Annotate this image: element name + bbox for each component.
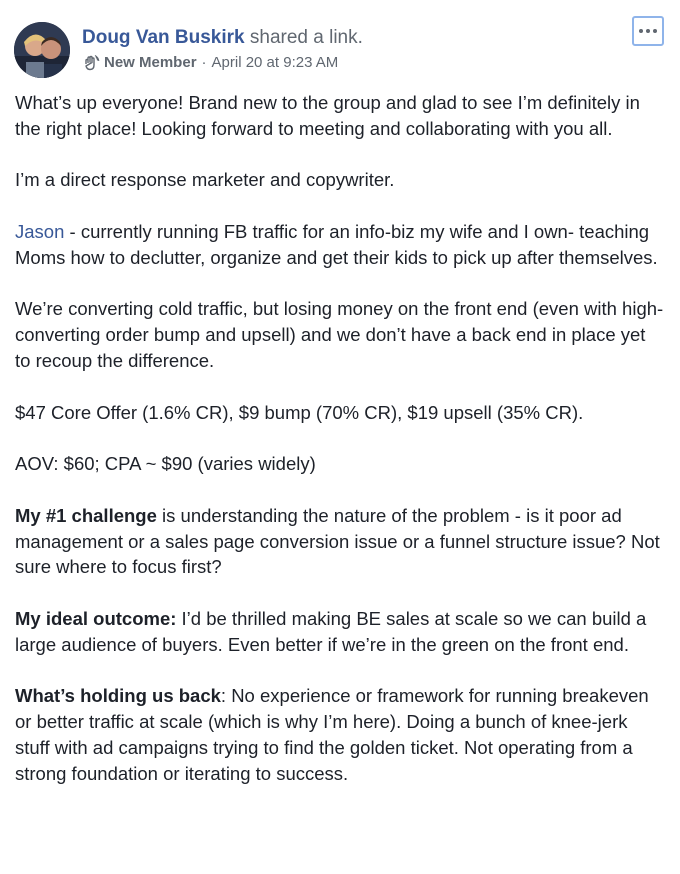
post-timestamp[interactable]: April 20 at 9:23 AM (211, 54, 339, 71)
challenge-text: is understanding the nature of the problem - is it poor ad management or a sales page conversion issue or a funnel structure issue? Not sure where to focus first? (15, 504, 660, 578)
post-meta (82, 53, 338, 73)
paragraph-outcome (15, 606, 665, 658)
mention-link[interactable]: Jason (15, 220, 65, 242)
paragraph-traffic: We’re converting cold traffic, but losing money on the front end (even with high-converting order bump and upsell) and we don’t have a back end in place yet to recoup the difference. (15, 298, 664, 371)
post-header (14, 22, 666, 80)
outcome-heading: My ideal outcome: (15, 607, 177, 629)
paragraph-challenge (15, 503, 665, 580)
more-options-icon (639, 29, 657, 33)
paragraph-role: I’m a direct response marketer and copywriter. (15, 169, 395, 191)
more-options-button[interactable] (632, 16, 664, 46)
waving-hand-icon (82, 54, 100, 72)
challenge-heading: My #1 challenge (15, 504, 157, 526)
author-name-link[interactable]: Doug Van Buskirk (82, 27, 245, 48)
paragraph-obstacles (15, 683, 665, 786)
obstacles-heading: What’s holding us back (15, 685, 221, 707)
paragraph-business (15, 219, 665, 271)
post-action-text: shared a link. (244, 27, 363, 48)
author-line (82, 26, 363, 50)
paragraph-intro: What’s up everyone! Brand new to the group and glad to see I’m definitely in the right place! Looking forward to meeting and collaborating with you all. (15, 92, 640, 139)
outcome-text: I’d be thrilled making BE sales at scale so we can build a large audience of buyers. Even better if we’re in the green on the front end. (15, 607, 647, 655)
obstacles-text: : No experience or framework for running breakeven or better traffic at scale (which is why I’m here). Doing a bunch of knee-jerk stuff with ad campaigns trying to find the golden ticket. Not operating from a strong foundation or iterating to success. (15, 685, 649, 784)
new-member-badge: New Member (104, 54, 197, 71)
meta-separator: · (201, 54, 207, 71)
paragraph-offers: $47 Core Offer (1.6% CR), $9 bump (70% CR), $19 upsell (35% CR). (15, 401, 584, 423)
avatar[interactable] (14, 22, 70, 78)
paragraph-business-text: - currently running FB traffic for an info-biz my wife and I own- teaching Moms how to declutter, organize and get their kids to pick up after themselves. (15, 220, 658, 268)
profile-photo-icon (14, 22, 70, 78)
post-body (15, 90, 665, 812)
paragraph-metrics: AOV: $60; CPA ~ $90 (varies widely) (15, 453, 316, 475)
